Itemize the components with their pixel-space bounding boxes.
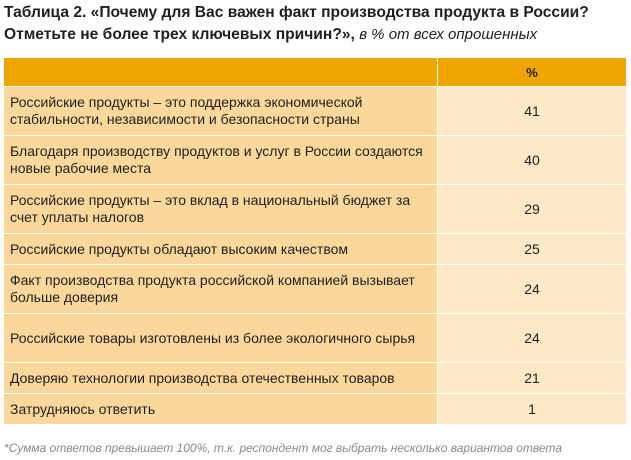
row-value: 24 xyxy=(438,314,627,363)
row-label: Факт производства продукта российской компанией вызывает больше доверия xyxy=(4,265,438,314)
row-value: 21 xyxy=(438,363,627,394)
table-row xyxy=(4,314,627,363)
row-value: 1 xyxy=(438,394,627,425)
row-label: Российские товары изготовлены из более экологичного сырья xyxy=(4,314,438,363)
table-row xyxy=(4,136,627,185)
row-value: 29 xyxy=(438,185,627,234)
caption-main: Таблица 2. «Почему для Вас важен факт производства продукта в России? Отметьте не более трех ключевых причин?», xyxy=(4,4,589,43)
row-value: 40 xyxy=(438,136,627,185)
table-caption xyxy=(4,2,628,46)
row-label: Затрудняюсь ответить xyxy=(4,394,438,425)
header-percent-cell: % xyxy=(438,58,627,87)
table-row xyxy=(4,394,627,425)
row-label: Российские продукты обладают высоким качеством xyxy=(4,234,438,265)
caption-subtitle: в % от всех опрошенных xyxy=(359,26,538,43)
row-label: Благодаря производству продуктов и услуг в России создаются новые рабочие места xyxy=(4,136,438,185)
header-label-cell xyxy=(4,58,438,87)
table-header-row xyxy=(4,58,627,87)
row-value: 24 xyxy=(438,265,627,314)
row-label: Российские продукты – это поддержка экономической стабильности, независимости и безопасности страны xyxy=(4,87,438,136)
row-value: 25 xyxy=(438,234,627,265)
table-row xyxy=(4,185,627,234)
table-row xyxy=(4,265,627,314)
table-row xyxy=(4,234,627,265)
row-label: Доверяю технологии производства отечественных товаров xyxy=(4,363,438,394)
row-label: Российские продукты – это вклад в национальный бюджет за счет уплаты налогов xyxy=(4,185,438,234)
row-value: 41 xyxy=(438,87,627,136)
survey-table xyxy=(3,57,627,425)
table-row xyxy=(4,363,627,394)
table-row xyxy=(4,87,627,136)
footnote: *Сумма ответов превышает 100%, т.к. респондент мог выбрать несколько вариантов ответа xyxy=(4,441,562,455)
